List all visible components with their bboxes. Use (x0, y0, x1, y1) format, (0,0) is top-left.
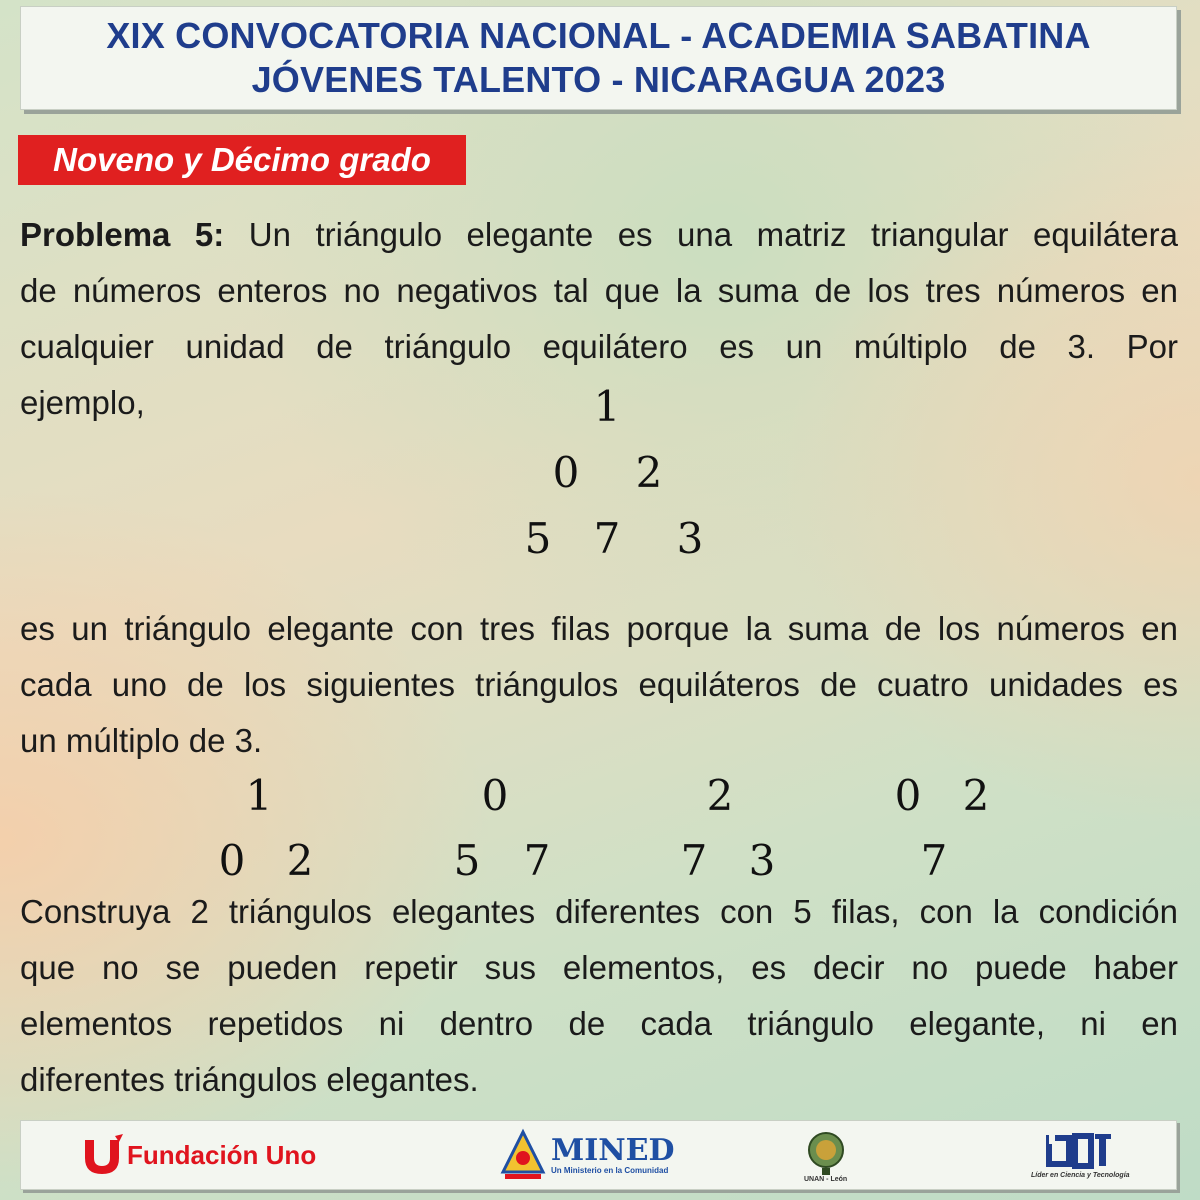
sub-triangle-number: 5 (453, 836, 481, 885)
sub-triangle-number: 1 (245, 771, 273, 820)
problem-title: Problema 5: (20, 216, 225, 253)
unan-leon-logo (804, 1121, 847, 1189)
final-line-3: elementos repetidos ni dentro de cada triángulo elegante, ni en (20, 1005, 1178, 1042)
sub-triangle-number: 2 (706, 771, 734, 820)
header-title-line2: JÓVENES TALENTO - NICARAGUA 2023 (251, 59, 946, 100)
sub-triangle-number: 2 (962, 771, 990, 820)
intro-line-1 (20, 207, 1178, 263)
uni-logo (1031, 1121, 1130, 1189)
final-line-4: diferentes triángulos elegantes. (20, 1061, 479, 1098)
sub-triangle-number: 0 (218, 836, 246, 885)
example-number: 3 (676, 514, 704, 563)
unan-leon-seal-icon (806, 1128, 846, 1176)
intro-line-2: de números enteros no negativos tal que la suma de los tres números en (20, 272, 1178, 309)
intro-first-text: Un triángulo elegante es una matriz triangular equilátera (248, 216, 1178, 253)
mined-emblem-icon (499, 1128, 547, 1182)
middle-line-1: es un triángulo elegante con tres filas porque la suma de los números en (20, 610, 1178, 647)
example-number: 2 (635, 448, 663, 497)
intro-line-4: ejemplo, (20, 384, 145, 421)
intro-line-3: cualquier unidad de triángulo equilátero es un múltiplo de 3. Por (20, 328, 1178, 365)
page-header (20, 6, 1177, 110)
sub-triangle-number: 7 (920, 836, 948, 885)
unan-leon-text: UNAN - León (804, 1175, 848, 1183)
middle-line-2: cada uno de los siguientes triángulos equiláteros de cuatro unidades es (20, 666, 1178, 703)
mined-logo (499, 1121, 675, 1189)
grade-label-badge (18, 135, 466, 185)
uni-logo-icon (1045, 1132, 1115, 1172)
uni-tagline: Líder en Ciencia y Tecnología (1031, 1171, 1130, 1179)
sub-triangle-number: 3 (748, 836, 776, 885)
example-number: 1 (593, 382, 621, 431)
sub-triangle-number: 2 (286, 836, 314, 885)
fundacion-uno-logo (79, 1121, 316, 1189)
final-line-2: que no se pueden repetir sus elementos, es decir no puede haber (20, 949, 1178, 986)
sub-triangle-number: 0 (481, 771, 509, 820)
footer-logos-bar (20, 1120, 1177, 1190)
mined-subtitle: Un Ministerio en la Comunidad (551, 1165, 669, 1175)
final-line-1: Construya 2 triángulos elegantes diferentes con 5 filas, con la condición (20, 893, 1178, 930)
sub-triangle-number: 7 (680, 836, 708, 885)
sub-triangle-number: 0 (894, 771, 922, 820)
sub-triangle-number: 7 (523, 836, 551, 885)
fundacion-uno-icon (79, 1132, 125, 1178)
mined-text: MINED (551, 1132, 675, 1168)
example-number: 7 (593, 514, 621, 563)
fundacion-uno-text: Fundación Uno (127, 1139, 317, 1170)
example-number: 0 (552, 448, 580, 497)
middle-line-3: un múltiplo de 3. (20, 722, 263, 759)
example-number: 5 (524, 514, 552, 563)
grade-label-text: Noveno y Décimo grado (53, 141, 431, 178)
header-title-line1: XIX CONVOCATORIA NACIONAL - ACADEMIA SABATINA (106, 15, 1091, 56)
